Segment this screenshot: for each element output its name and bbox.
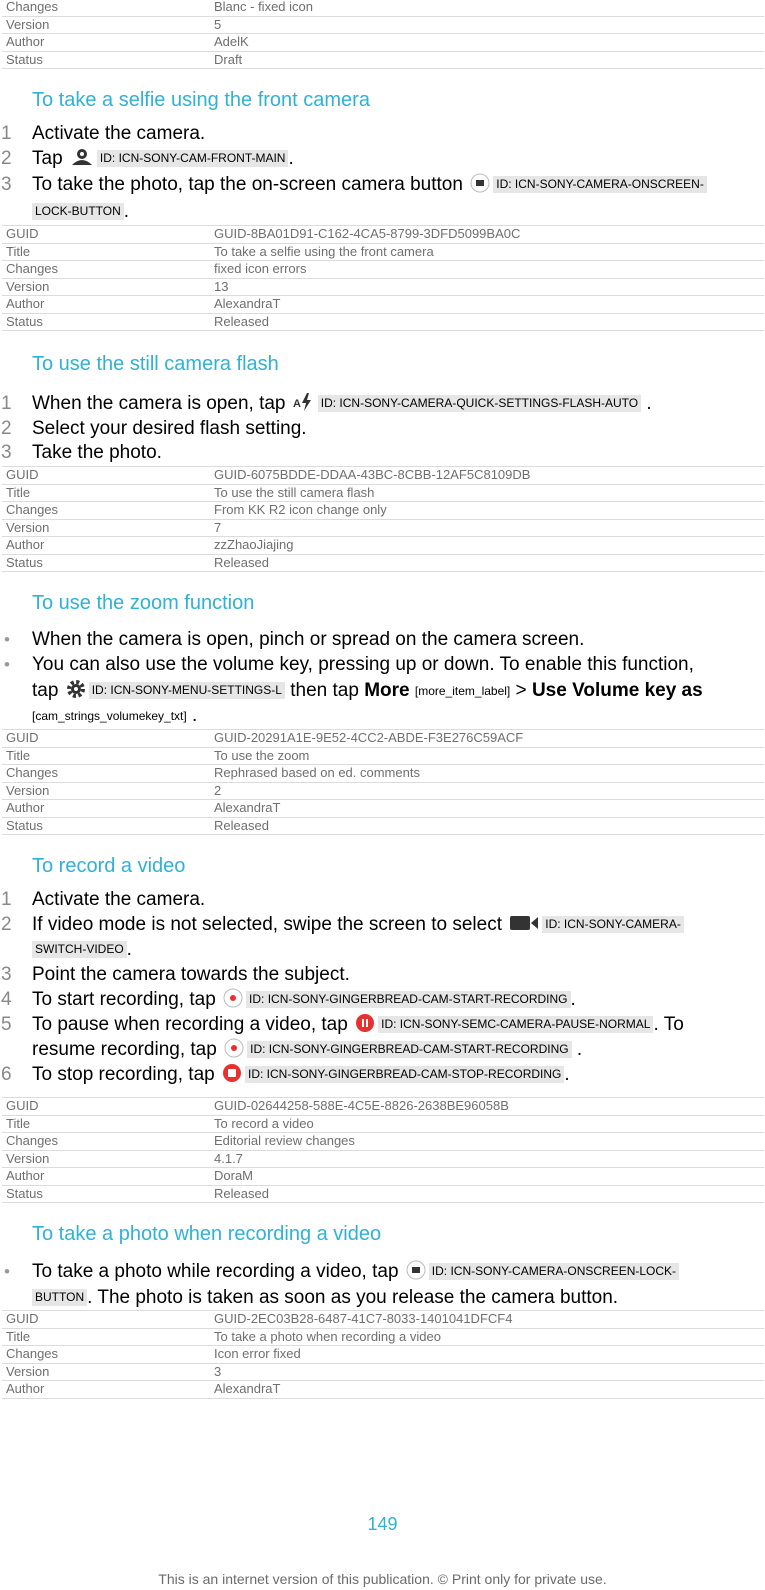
meta-key: Changes: [2, 1346, 210, 1364]
table-row: [2, 1311, 764, 1329]
step-2-continued: SWITCH-VIDEO .: [32, 937, 760, 963]
icon-id-tag: ID: ICN-SONY-SEMC-CAMERA-PAUSE-NORMAL: [378, 1016, 653, 1033]
meta-value: Blanc - fixed icon: [210, 0, 764, 16]
menu-label-volume-key: Use Volume key as: [531, 680, 703, 701]
step-number: 4: [1, 989, 12, 1010]
camera-shutter-icon: [406, 1260, 426, 1280]
table-row: [2, 226, 764, 244]
meta-value: fixed icon errors: [210, 261, 764, 279]
table-row: [2, 782, 764, 800]
meta-value: zzZhaoJiajing: [210, 537, 764, 555]
meta-key: Version: [2, 1150, 210, 1168]
meta-key: Status: [2, 554, 210, 572]
bullet-mark: •: [4, 1262, 10, 1281]
meta-key: Changes: [2, 261, 210, 279]
table-row: [2, 313, 764, 331]
table-row: [2, 16, 764, 34]
record-start-icon: [223, 988, 243, 1008]
bullet-2-continued: [32, 678, 760, 704]
step-text: To take the photo, tap the on-screen camera button: [32, 174, 463, 195]
menu-label-more: More: [364, 680, 410, 701]
bullet-text: tap: [32, 680, 59, 701]
meta-key: GUID: [2, 730, 210, 748]
record-start-icon: [224, 1038, 244, 1058]
table-row: [2, 502, 764, 520]
step-5: [1, 1012, 760, 1038]
step-number: 1: [1, 889, 12, 910]
metadata-table: [2, 1097, 764, 1203]
camera-shutter-icon: [470, 173, 490, 193]
table-row: [2, 278, 764, 296]
table-row: [2, 1363, 764, 1381]
icon-id-tag: ID: ICN-SONY-GINGERBREAD-CAM-START-RECORDING: [247, 1041, 571, 1058]
meta-value: To take a selfie using the front camera: [210, 243, 764, 261]
settings-gear-icon: [66, 679, 86, 699]
string-id: [cam_strings_volumekey_txt]: [32, 709, 187, 723]
flash-auto-icon: [293, 392, 315, 412]
svg-text:A: A: [292, 398, 301, 410]
meta-value: GUID-2EC03B28-6487-41C7-8033-1401041DFCF4: [210, 1311, 764, 1329]
section-title-zoom: To use the zoom function: [32, 592, 255, 614]
icon-id-tag: ID: ICN-SONY-CAMERA-ONSCREEN-LOCK-: [429, 1263, 679, 1280]
meta-value: 7: [210, 519, 764, 537]
icon-id-tag: LOCK-BUTTON: [32, 203, 124, 220]
icon-id-tag: ID: ICN-SONY-CAMERA-QUICK-SETTINGS-FLASH-AUTO: [318, 395, 641, 412]
step-number: 5: [1, 1014, 12, 1035]
meta-key: Status: [2, 817, 210, 835]
meta-key: GUID: [2, 226, 210, 244]
meta-value: GUID-8BA01D91-C162-4CA5-8799-3DFD5099BA0C: [210, 226, 764, 244]
step-2: [1, 912, 760, 938]
bullet-2-continued-2: [cam_strings_volumekey_txt] .: [32, 705, 198, 726]
meta-value: GUID-20291A1E-9E52-4CC2-ABDE-F3E276C59ACF: [210, 730, 764, 748]
table-row: [2, 1185, 764, 1203]
meta-key: Status: [2, 313, 210, 331]
step-text: Take the photo.: [32, 442, 162, 463]
step-text: If video mode is not selected, swipe the screen to select: [32, 914, 502, 935]
icon-id-tag: ID: ICN-SONY-CAMERA-: [542, 916, 684, 933]
step-4: 4 To start recording, tap ID: ICN-SONY-GINGERBREAD-CAM-START-RECORDING .: [32, 987, 760, 1013]
meta-key: Title: [2, 1115, 210, 1133]
step-3: [1, 440, 760, 466]
bullet-text: When the camera is open, pinch or spread on the camera screen.: [32, 629, 585, 650]
icon-id-tag: SWITCH-VIDEO: [32, 941, 127, 958]
meta-key: Changes: [2, 765, 210, 783]
metadata-table: [2, 466, 764, 572]
meta-key: Author: [2, 537, 210, 555]
step-text: Activate the camera.: [32, 123, 206, 144]
meta-key: Version: [2, 278, 210, 296]
table-row: [2, 0, 764, 16]
table-row: [2, 1328, 764, 1346]
meta-key: Author: [2, 800, 210, 818]
meta-value: GUID-02644258-588E-4C5E-8826-2638BE96058B: [210, 1098, 764, 1116]
meta-value: 13: [210, 278, 764, 296]
bullet-1-continued: [32, 1285, 760, 1311]
step-text: Tap: [32, 148, 63, 169]
bullet-text: You can also use the volume key, pressing up or down. To enable this function,: [32, 654, 694, 675]
table-row: [2, 765, 764, 783]
meta-key: Version: [2, 1363, 210, 1381]
step-text: To start recording, tap: [32, 989, 216, 1010]
meta-key: Title: [2, 1328, 210, 1346]
table-row: [2, 467, 764, 485]
step-1: [1, 121, 760, 147]
meta-key: Title: [2, 747, 210, 765]
step-text: When the camera is open, tap: [32, 393, 286, 414]
step-2: 2 Tap ID: ICN-SONY-CAM-FRONT-MAIN .: [32, 146, 760, 172]
meta-key: Author: [2, 1168, 210, 1186]
table-row: [2, 243, 764, 261]
step-text: resume recording, tap: [32, 1039, 217, 1060]
page-number: 149: [367, 1514, 398, 1534]
meta-value: Draft: [210, 51, 764, 69]
meta-value: DoraM: [210, 1168, 764, 1186]
meta-key: Version: [2, 519, 210, 537]
table-row: [2, 800, 764, 818]
meta-key: Author: [2, 1381, 210, 1399]
step-text: . To: [653, 1014, 684, 1035]
icon-id-tag: BUTTON: [32, 1289, 87, 1306]
meta-key: Title: [2, 243, 210, 261]
table-row: [2, 554, 764, 572]
bullet-1: [4, 1259, 760, 1285]
meta-value: Editorial review changes: [210, 1133, 764, 1151]
meta-value: 3: [210, 1363, 764, 1381]
meta-value: AlexandraT: [210, 800, 764, 818]
step-3: [1, 172, 760, 198]
meta-value: AdelK: [210, 34, 764, 52]
step-number: 1: [1, 393, 12, 414]
section-title-photo-while-recording: To take a photo when recording a video: [32, 1223, 382, 1245]
step-text: Select your desired flash setting.: [32, 418, 307, 439]
step-number: 2: [1, 914, 12, 935]
meta-value: To use the still camera flash: [210, 484, 764, 502]
meta-value: Rephrased based on ed. comments: [210, 765, 764, 783]
step-number: 3: [1, 442, 12, 463]
metadata-table: [2, 729, 764, 835]
meta-key: Version: [2, 782, 210, 800]
string-id: [more_item_label]: [414, 684, 511, 698]
meta-key: GUID: [2, 1311, 210, 1329]
step-1: [1, 887, 760, 913]
section-title-record-video: To record a video: [32, 855, 186, 877]
meta-key: GUID: [2, 467, 210, 485]
meta-key: Author: [2, 296, 210, 314]
meta-key: Changes: [2, 1133, 210, 1151]
stop-icon: [222, 1063, 242, 1083]
step-number: 2: [1, 148, 12, 169]
table-row: [2, 1115, 764, 1133]
metadata-table-top: [2, 0, 764, 69]
bullet-mark: •: [4, 630, 10, 649]
meta-value: To use the zoom: [210, 747, 764, 765]
step-5-continued: resume recording, tap ID: ICN-SONY-GINGERBREAD-CAM-START-RECORDING .: [32, 1039, 583, 1060]
step-2: [1, 416, 760, 442]
icon-id-tag: ID: ICN-SONY-MENU-SETTINGS-L: [89, 682, 285, 699]
step-number: 2: [1, 418, 12, 439]
table-row: [2, 537, 764, 555]
metadata-table: [2, 1310, 764, 1399]
meta-key: GUID: [2, 1098, 210, 1116]
meta-key: Title: [2, 484, 210, 502]
meta-key: Version: [2, 16, 210, 34]
step-3: [1, 962, 760, 988]
table-row: [2, 484, 764, 502]
table-row: [2, 296, 764, 314]
metadata-table: [2, 225, 764, 331]
step-6: 6 To stop recording, tap ID: ICN-SONY-GINGERBREAD-CAM-STOP-RECORDING .: [32, 1062, 760, 1088]
meta-value: 2: [210, 782, 764, 800]
table-row: [2, 1133, 764, 1151]
step-number: 3: [1, 964, 12, 985]
meta-value: 4.1.7: [210, 1150, 764, 1168]
icon-id-tag: ID: ICN-SONY-GINGERBREAD-CAM-START-RECORDING: [246, 991, 570, 1008]
table-row: [2, 519, 764, 537]
table-row: [2, 34, 764, 52]
icon-id-tag: ID: ICN-SONY-GINGERBREAD-CAM-STOP-RECORDING: [245, 1066, 564, 1083]
meta-value: Released: [210, 313, 764, 331]
footer-note: This is an internet version of this publication. © Print only for private use.: [158, 1571, 607, 1587]
step-text: Point the camera towards the subject.: [32, 964, 350, 985]
meta-value: AlexandraT: [210, 296, 764, 314]
icon-id-tag: ID: ICN-SONY-CAMERA-ONSCREEN-: [493, 176, 707, 193]
table-row: [2, 747, 764, 765]
step-number: 6: [1, 1064, 12, 1085]
bullet-mark: •: [4, 655, 10, 674]
meta-value: To record a video: [210, 1115, 764, 1133]
section-title-flash: To use the still camera flash: [32, 353, 279, 375]
meta-key: Author: [2, 34, 210, 52]
meta-value: AlexandraT: [210, 1381, 764, 1399]
step-text: To stop recording, tap: [32, 1064, 215, 1085]
step-1: 1 When the camera is open, tap A ID: ICN-SONY-CAMERA-QUICK-SETTINGS-FLASH-AUTO .: [32, 391, 760, 417]
meta-key: Changes: [2, 502, 210, 520]
video-camera-icon: [509, 913, 539, 933]
separator: >: [515, 680, 527, 701]
meta-value: From KK R2 icon change only: [210, 502, 764, 520]
table-row: [2, 1346, 764, 1364]
table-row: [2, 1098, 764, 1116]
step-3-continued: LOCK-BUTTON .: [32, 199, 760, 225]
step-number: 3: [1, 174, 12, 195]
icon-id-tag: ID: ICN-SONY-CAM-FRONT-MAIN: [97, 150, 289, 167]
meta-value: Released: [210, 554, 764, 572]
table-row: [2, 1168, 764, 1186]
meta-value: Released: [210, 817, 764, 835]
step-text: To pause when recording a video, tap: [32, 1014, 348, 1035]
front-camera-icon: [70, 147, 94, 167]
meta-value: To take a photo when recording a video: [210, 1328, 764, 1346]
bullet-2: [4, 652, 760, 678]
table-row: [2, 51, 764, 69]
meta-value: 5: [210, 16, 764, 34]
meta-value: Icon error fixed: [210, 1346, 764, 1364]
pause-icon: [355, 1013, 375, 1033]
step-text: Activate the camera.: [32, 889, 206, 910]
step-number: 1: [1, 123, 12, 144]
meta-value: GUID-6075BDDE-DDAA-43BC-8CBB-12AF5C8109DB: [210, 467, 764, 485]
meta-value: Released: [210, 1185, 764, 1203]
table-row: [2, 730, 764, 748]
table-row: [2, 817, 764, 835]
table-row: [2, 261, 764, 279]
bullet-1: [4, 627, 760, 653]
bullet-text: To take a photo while recording a video, tap: [32, 1261, 399, 1282]
table-row: [2, 1150, 764, 1168]
meta-key: Status: [2, 51, 210, 69]
meta-key: Changes: [2, 0, 210, 16]
table-row: [2, 1381, 764, 1399]
section-title-selfie: To take a selfie using the front camera: [32, 89, 370, 111]
bullet-text: then tap: [290, 680, 359, 701]
bullet-text: . The photo is taken as soon as you release the camera button.: [87, 1287, 619, 1308]
meta-key: Status: [2, 1185, 210, 1203]
